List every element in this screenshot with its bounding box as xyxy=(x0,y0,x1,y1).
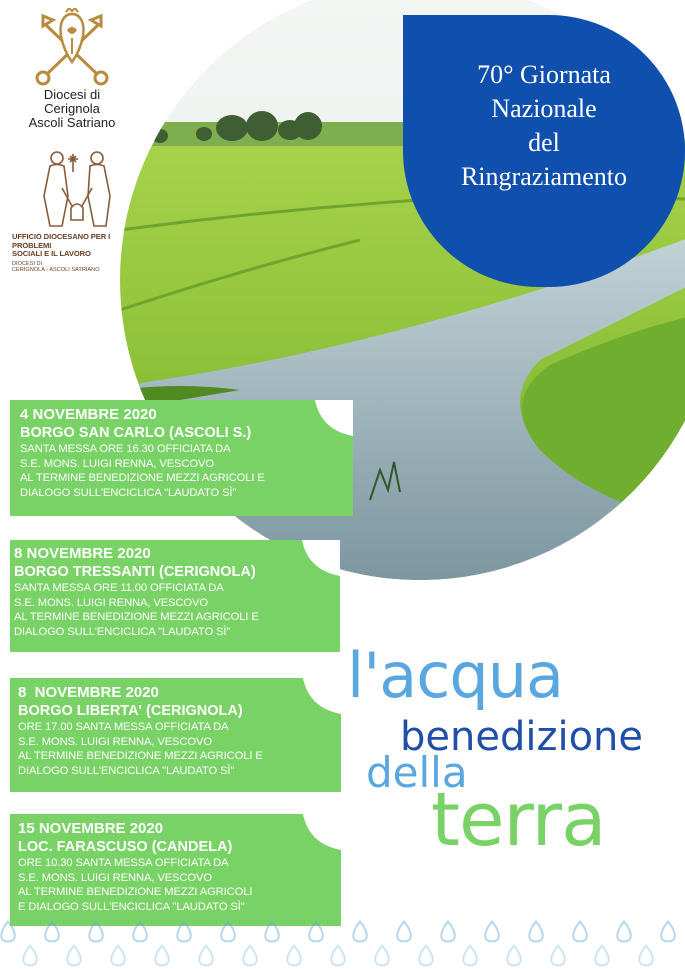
droplet-icon xyxy=(133,922,147,942)
droplet-icon xyxy=(221,922,235,942)
title-line: del xyxy=(528,128,560,157)
event-detail-line: S.E. MONS. LUIGI RENNA, VESCOVO xyxy=(20,457,214,470)
event-detail-line: S.E. MONS. LUIGI RENNA, VESCOVO xyxy=(18,871,212,884)
office-subtitle-line: CERIGNOLA - ASCOLI SATRIANO xyxy=(12,267,100,273)
diocese-name-line: Ascoli Satriano xyxy=(28,115,116,130)
droplet-icon xyxy=(661,922,675,942)
diocese-name-line: Cerignola xyxy=(44,101,100,116)
droplet-icon xyxy=(265,922,279,942)
event-detail-line: AL TERMINE BENEDIZIONE MEZZI AGRICOLI E xyxy=(14,611,259,623)
water-droplet-pattern-icon xyxy=(0,918,685,969)
droplet-icon xyxy=(23,946,37,966)
droplet-icon xyxy=(375,946,389,966)
event-detail-line: AL TERMINE BENEDIZIONE MEZZI AGRICOLI xyxy=(18,886,253,898)
slogan-line-terra: terra xyxy=(431,777,606,863)
droplet-icon xyxy=(331,946,345,966)
card-corner-notch xyxy=(302,540,340,576)
droplet-icon xyxy=(1,922,15,942)
event-detail-line: DIALOGO SULL'ENCICLICA "LAUDATO SÌ" xyxy=(14,625,231,638)
title-line: 70° Giornata xyxy=(477,60,611,89)
office-title-line: UFFICIO DIOCESANO PER I PROBLEMI xyxy=(12,232,111,250)
droplet-icon xyxy=(67,946,81,966)
title-line: Nazionale xyxy=(491,94,597,123)
droplet-icon xyxy=(155,946,169,966)
droplet-icon xyxy=(529,922,543,942)
event-date: 15 NOVEMBRE 2020 xyxy=(18,820,164,837)
event-detail-line: S.E. MONS. LUIGI RENNA, VESCOVO xyxy=(18,735,212,748)
event-card xyxy=(10,678,341,792)
office-subtitle-line: DIOCESI DI xyxy=(12,260,43,267)
event-detail-line: SANTA MESSA ORE 11.00 OFFICIATA DA xyxy=(14,582,224,594)
event-detail-line: AL TERMINE BENEDIZIONE MEZZI AGRICOLI E xyxy=(18,750,263,762)
droplet-icon xyxy=(111,946,125,966)
event-date: 4 NOVEMBRE 2020 xyxy=(20,406,157,423)
event-detail-line: E DIALOGO SULL'ENCICLICA "LAUDATO SÌ" xyxy=(18,900,245,913)
droplet-icon xyxy=(617,922,631,942)
droplet-icon xyxy=(573,922,587,942)
event-detail-line: DIALOGO SULL'ENCICLICA "LAUDATO SÌ" xyxy=(18,764,235,777)
droplet-icon xyxy=(243,946,257,966)
event-detail-line: DIALOGO SULL'ENCICLICA "LAUDATO SÌ" xyxy=(20,486,237,499)
event-place: BORGO TRESSANTI (CERIGNOLA) xyxy=(14,564,256,580)
card-corner-notch xyxy=(315,400,353,436)
event-detail-line: AL TERMINE BENEDIZIONE MEZZI AGRICOLI E xyxy=(20,472,265,484)
droplet-icon xyxy=(441,922,455,942)
title-line: Ringraziamento xyxy=(460,162,628,191)
event-place: BORGO SAN CARLO (ASCOLI S.) xyxy=(20,425,252,441)
diocese-name-line: Diocesi di xyxy=(43,87,101,102)
event-date: 8 NOVEMBRE 2020 xyxy=(14,545,151,562)
slogan-line-benedizione: benedizione xyxy=(400,714,644,760)
droplet-icon xyxy=(551,946,565,966)
droplet-icon xyxy=(287,946,301,966)
diocese-logo xyxy=(22,8,122,130)
droplet-icon xyxy=(353,922,367,942)
saints-figures-icon xyxy=(40,148,114,230)
event-card xyxy=(10,540,340,652)
droplet-icon xyxy=(639,946,653,966)
droplet-icon xyxy=(89,922,103,942)
slogan-line-acqua: l'acqua xyxy=(347,639,563,712)
card-corner-notch xyxy=(303,814,341,850)
droplet-icon xyxy=(397,922,411,942)
droplet-icon xyxy=(485,922,499,942)
droplet-icon xyxy=(45,922,59,942)
droplet-icon xyxy=(419,946,433,966)
event-place: LOC. FARASCUSO (CANDELA) xyxy=(18,839,233,855)
office-title-line: SOCIALI E IL LAVORO xyxy=(12,249,91,258)
event-detail-line: SANTA MESSA ORE 16.30 OFFICIATA DA xyxy=(20,443,231,455)
event-detail-line: S.E. MONS. LUIGI RENNA, VESCOVO xyxy=(14,596,208,609)
event-date: 8 NOVEMBRE 2020 xyxy=(18,684,159,701)
droplet-icon xyxy=(177,922,191,942)
droplet-icon xyxy=(507,946,521,966)
event-card xyxy=(10,400,353,516)
card-corner-notch xyxy=(303,678,341,714)
slogan-line-della: della xyxy=(366,748,468,797)
droplet-icon xyxy=(309,922,323,942)
event-card xyxy=(10,814,341,926)
event-detail-line: ORE 17.00 SANTA MESSA OFFICIATA DA xyxy=(18,721,229,733)
droplet-icon xyxy=(199,946,213,966)
event-place: BORGO LIBERTA' (CERIGNOLA) xyxy=(18,703,243,719)
droplet-icon xyxy=(595,946,609,966)
crossed-keys-crest-icon xyxy=(31,8,113,86)
event-title xyxy=(403,58,685,194)
droplet-icon xyxy=(463,946,477,966)
event-detail-line: ORE 10.30 SANTA MESSA OFFICIATA DA xyxy=(18,857,229,869)
